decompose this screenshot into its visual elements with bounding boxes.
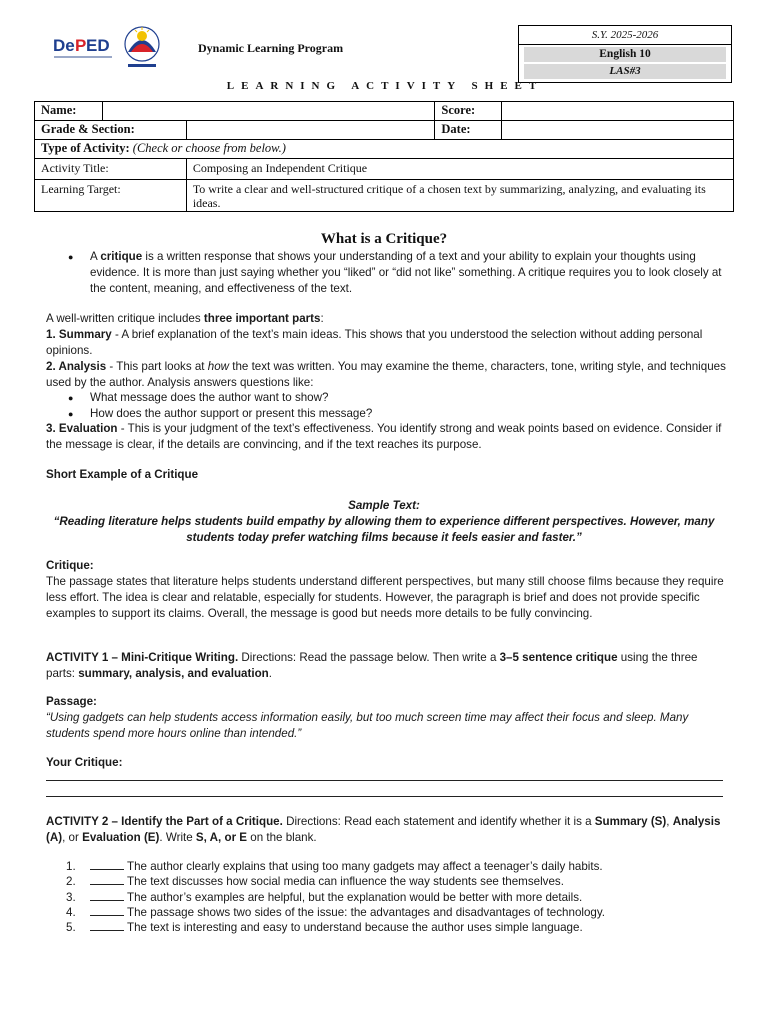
answer-blank[interactable] [90, 860, 124, 870]
student-info-table [34, 101, 734, 212]
name-label: Name: [35, 102, 103, 121]
critique-answer-line[interactable] [46, 796, 723, 797]
name-field[interactable] [102, 102, 434, 121]
activity-2-directions: ACTIVITY 2 – Identify the Part of a Critique. Directions: Read each statement and identify whether it is a Summary (S), Analysis (A), or Evaluation (E). Write S, A, or E on the blank. [46, 815, 721, 844]
passage-text: “Using gadgets can help students access information easily, but too much screen time may affect their focus and sleep. Many students spend more hours online than intended.” [46, 711, 689, 740]
list-item: 3. The author’s examples are helpful, but the explanation would be better with more details. [66, 891, 583, 904]
part-evaluation: 3. Evaluation - This is your judgment of the text’s effectiveness. You identify strong and weak points based on evidence. Consider if the message is clear, if the details are convincing, and if the text reaches its purpose. [46, 422, 722, 451]
answer-blank[interactable] [90, 875, 124, 885]
svg-text:De: De [53, 36, 75, 55]
answer-blank[interactable] [90, 906, 124, 916]
analysis-question-1: What message does the author want to show? [90, 391, 329, 404]
score-field[interactable] [502, 102, 734, 121]
part-analysis: 2. Analysis - This part looks at how the text was written. You may examine the theme, characters, tone, writing style, and techniques used by the author. Analysis answers questions like: [46, 360, 726, 389]
your-critique-label: Your Critique: [46, 756, 123, 769]
activity-title-value: Composing an Independent Critique [186, 159, 733, 180]
bagong-pilipinas-seal [116, 22, 168, 74]
school-year: S.Y. 2025-2026 [519, 26, 731, 45]
svg-text:P: P [75, 36, 87, 55]
sample-text-label: Sample Text: [348, 499, 420, 512]
subject-label: English 10 [524, 47, 726, 62]
deped-logo [52, 31, 116, 65]
parts-intro: A well-written critique includes three important parts: [46, 312, 324, 325]
grade-section-field[interactable] [186, 121, 435, 140]
list-item: 4. The passage shows two sides of the issue: the advantages and disadvantages of technology. [66, 906, 606, 919]
date-label: Date: [435, 121, 502, 140]
answer-blank[interactable] [90, 921, 124, 931]
activity-1-directions: ACTIVITY 1 – Mini-Critique Writing. Directions: Read the passage below. Then write a 3–5 sentence critique using the three parts: summary, analysis, and evaluation. [46, 651, 698, 680]
grade-section-label: Grade & Section: [35, 121, 187, 140]
learning-target-label: Learning Target: [35, 180, 187, 212]
critique-label: Critique: [46, 559, 94, 572]
part-summary: 1. Summary - A brief explanation of the text’s main ideas. This shows that you understood the selection without adding personal opinions. [46, 328, 703, 357]
activity-type-label: Type of Activity: [41, 141, 130, 155]
answer-blank[interactable] [90, 891, 124, 901]
list-item: 5. The text is interesting and easy to understand because the author uses simple language. [66, 921, 583, 934]
svg-text:ED: ED [86, 36, 110, 55]
date-field[interactable] [502, 121, 734, 140]
sheet-title: LEARNING ACTIVITY SHEET [226, 80, 544, 92]
list-item: 2. The text discusses how social media can influence the way students see themselves. [66, 875, 564, 888]
score-label: Score: [435, 102, 502, 121]
activity-type-row[interactable] [35, 140, 734, 159]
activity-title-label: Activity Title: [35, 159, 187, 180]
bullet-icon: ● [68, 252, 74, 262]
analysis-question-2: How does the author support or present this message? [90, 407, 373, 420]
school-year-box [518, 25, 732, 83]
critique-paragraph: The passage states that literature helps students understand different perspectives, but many still choose films because they require less effort. The idea is clear and relatable, especially for students. However, the paragraph is brief and does not provide specific examples to support its claims. Overall, the message is good but needs more details to be fully convincing. [46, 575, 724, 620]
activity-type-hint: (Check or choose from below.) [132, 141, 286, 155]
section-heading: What is a Critique? [320, 231, 448, 247]
example-heading: Short Example of a Critique [46, 468, 199, 481]
bullet-icon: ● [68, 409, 74, 419]
intro-paragraph: A critique is a written response that shows your understanding of a text and your ability to explain your thoughts using evidence. It is more than just saying whether you “liked” or “did not like” something. A critique requires you to look closely at the content, meaning, and effectiveness of the text. [90, 250, 722, 295]
learning-target-value: To write a clear and well-structured critique of a chosen text by summarizing, analyzing, and evaluating its ideas. [186, 180, 733, 212]
passage-label: Passage: [46, 695, 97, 708]
critique-answer-line[interactable] [46, 780, 723, 781]
las-number: LAS#3 [524, 64, 726, 79]
list-item: 1. The author clearly explains that using too many gadgets may affect a teenager’s daily habits. [66, 860, 603, 873]
sample-quote: “Reading literature helps students build empathy by allowing them to experience different perspectives. However, many students today prefer watching films because it feels easier and faster.” [53, 515, 715, 544]
bullet-icon: ● [68, 393, 74, 403]
program-title: Dynamic Learning Program [198, 41, 344, 55]
